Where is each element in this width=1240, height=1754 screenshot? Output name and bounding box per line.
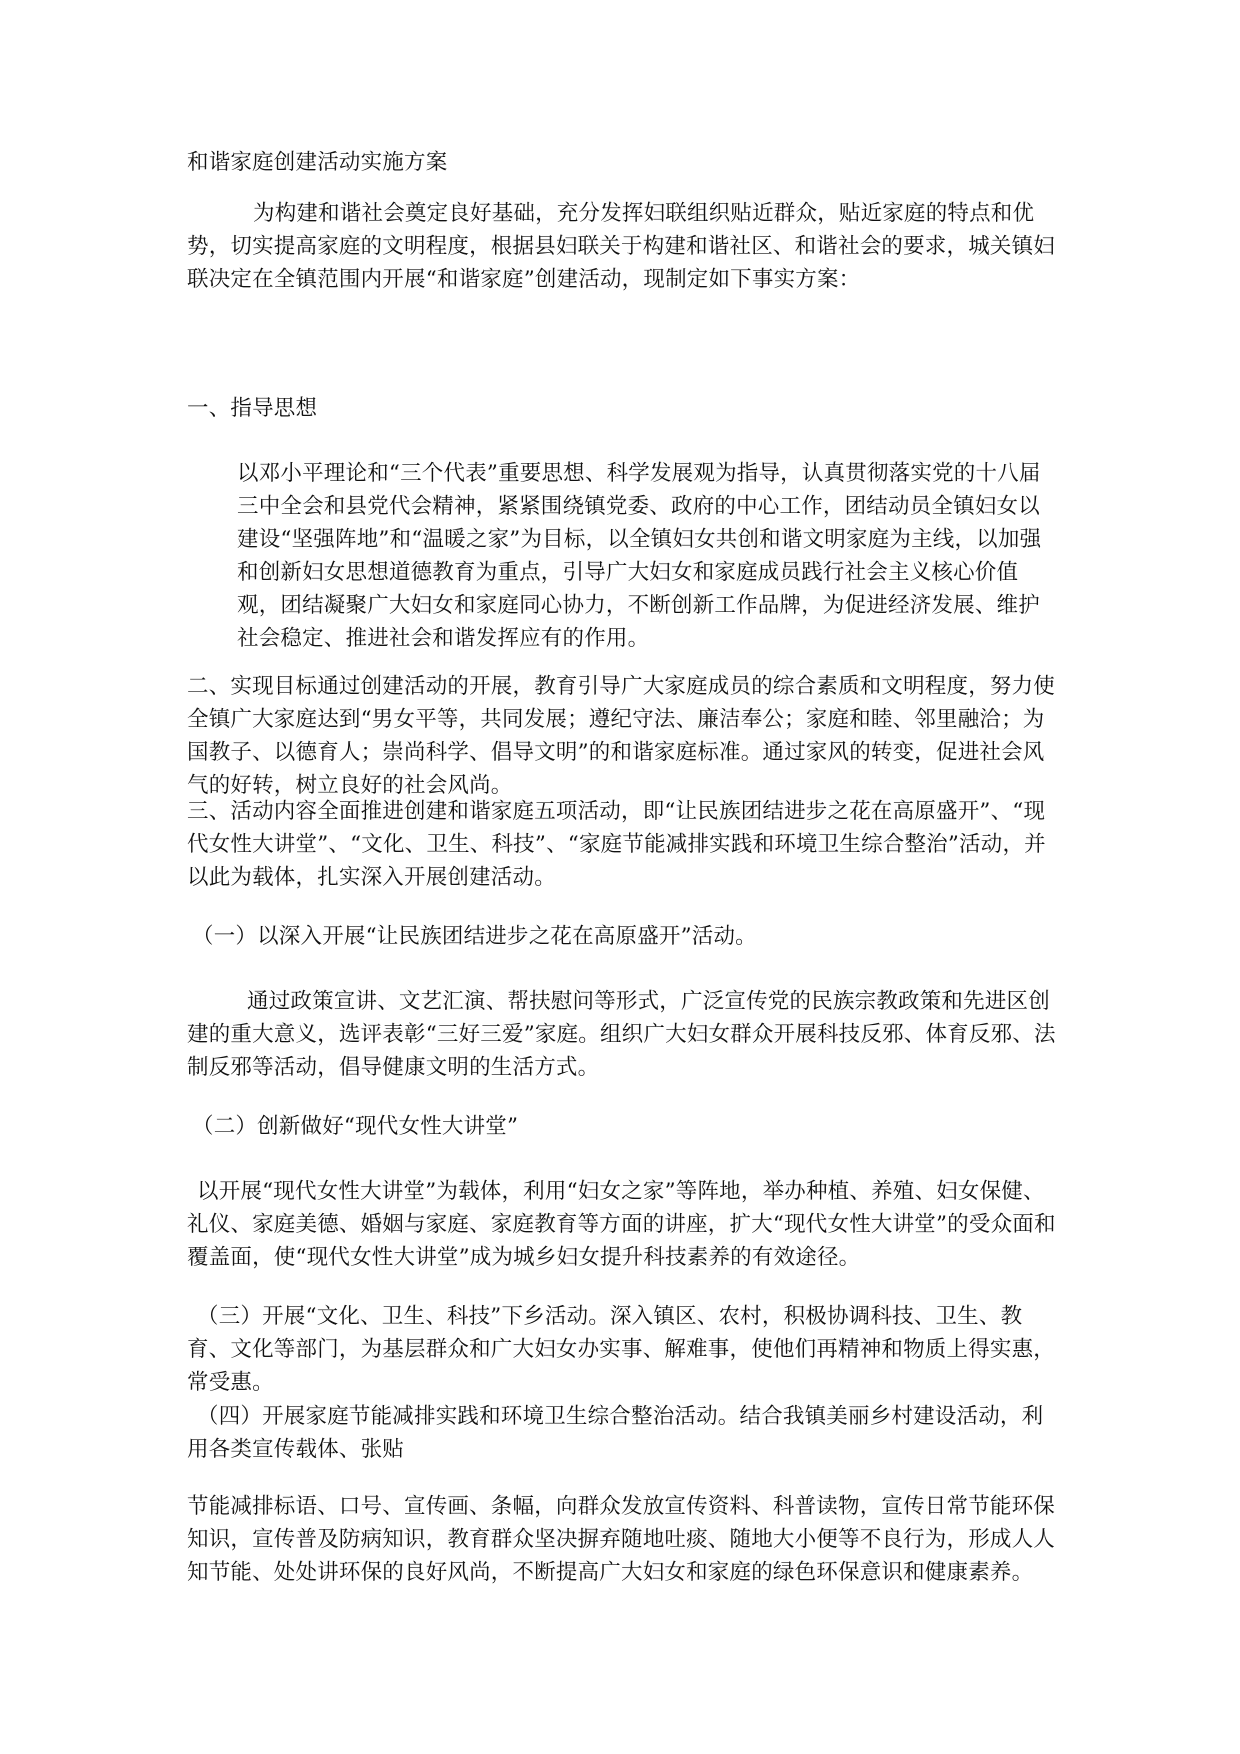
subsection-2-paragraph: 以开展“现代女性大讲堂”为载体，利用“妇女之家”等阵地，举办种植、养殖、妇女保健、礼仪、家庭美德、婚姻与家庭、家庭教育等方面的讲座，扩大“现代女性大讲堂”的受众面和覆盖面，使“现代女性大讲堂”成为城乡妇女提升科技素养的有效途径。: [187, 1179, 1056, 1270]
subsection-1-heading: （一）以深入开展“让民族团结进步之花在高原盛开”活动。: [192, 924, 757, 949]
activity-content-paragraph: 三、活动内容全面推进创建和谐家庭五项活动，即“让民族团结进步之花在高原盛开”、“现代女性大讲堂”、“文化、卫生、科技”、“家庭节能减排实践和环境卫生综合整治”活动，并以此为载体，扎实深入开展创建活动。: [187, 799, 1046, 890]
subsection-3-paragraph: （三）开展“文化、卫生、科技”下乡活动。深入镇区、农村，积极协调科技、卫生、教育、文化等部门，为基层群众和广大妇女办实事、解难事，使他们再精神和物质上得实惠，常受惠。: [187, 1304, 1056, 1395]
section-heading-guiding-thought: 一、指导思想: [187, 396, 318, 421]
guiding-thought-paragraph: 以邓小平理论和“三个代表”重要思想、科学发展观为指导，认真贯彻落实党的十八届三中全会和县党代会精神，紧紧围绕镇党委、政府的中心工作，团结动员全镇妇女以建设“坚强阵地”和“温暖之家”为目标，以全镇妇女共创和谐文明家庭为主线，以加强和创新妇女思想道德教育为重点，引导广大妇女和家庭成员践行社会主义核心价值观，团结凝聚广大妇女和家庭同心协力，不断创新工作品牌，为促进经济发展、维护社会稳定、推进社会和谐发挥应有的作用。: [237, 461, 1042, 651]
subsection-4-paragraph: （四）开展家庭节能减排实践和环境卫生综合整治活动。结合我镇美丽乡村建设活动，利用各类宣传载体、张贴: [187, 1404, 1044, 1462]
subsection-2-heading: （二）创新做好“现代女性大讲堂”: [192, 1114, 519, 1139]
document-title: 和谐家庭创建活动实施方案: [187, 150, 448, 175]
subsection-4-continued-paragraph: 节能减排标语、口号、宣传画、条幅，向群众发放宣传资料、科普读物，宣传日常节能环保知识，宣传普及防病知识，教育群众坚决摒弃随地吐痰、随地大小便等不良行为，形成人人知节能、处处讲环保的良好风尚，不断提高广大妇女和家庭的绿色环保意识和健康素养。: [187, 1494, 1056, 1585]
intro-paragraph: 为构建和谐社会奠定良好基础，充分发挥妇联组织贴近群众，贴近家庭的特点和优势，切实提高家庭的文明程度，根据县妇联关于构建和谐社区、和谐社会的要求，城关镇妇联决定在全镇范围内开展“和谐家庭”创建活动，现制定如下事实方案：: [187, 201, 1056, 292]
subsection-1-paragraph: 通过政策宣讲、文艺汇演、帮扶慰问等形式，广泛宣传党的民族宗教政策和先进区创建的重大意义，选评表彰“三好三爱”家庭。组织广大妇女群众开展科技反邪、体育反邪、法制反邪等活动，倡导健康文明的生活方式。: [187, 989, 1056, 1080]
goals-paragraph: 二、实现目标通过创建活动的开展，教育引导广大家庭成员的综合素质和文明程度，努力使全镇广大家庭达到“男女平等，共同发展；遵纪守法、廉洁奉公；家庭和睦、邻里融洽；为国教子、以德育人；崇尚科学、倡导文明”的和谐家庭标准。通过家风的转变，促进社会风气的好转，树立良好的社会风尚。: [187, 674, 1056, 798]
